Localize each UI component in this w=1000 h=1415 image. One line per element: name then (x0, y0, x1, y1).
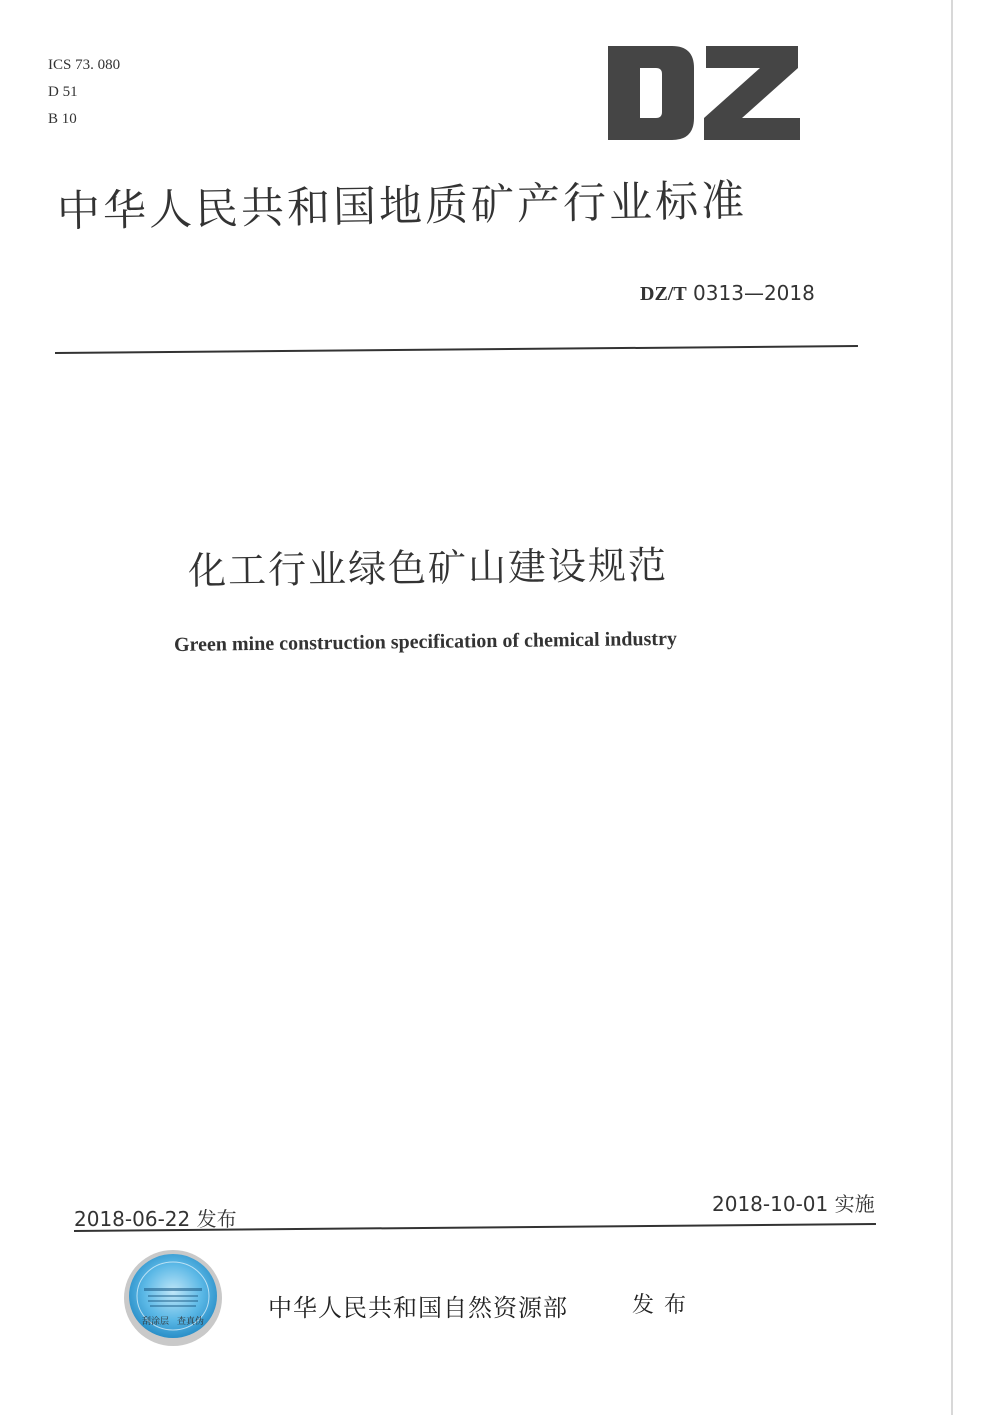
anti-counterfeit-seal (122, 1248, 224, 1348)
document-title-chinese: 化工行业绿色矿山建设规范 (187, 543, 669, 593)
dz-logo (606, 40, 802, 144)
page-edge (951, 0, 953, 1415)
issue-date: 2018-06-22 发布 (74, 1207, 237, 1231)
seal-labels (131, 1314, 215, 1327)
header-divider (55, 345, 858, 354)
standard-number-value: 0313—2018 (693, 281, 815, 305)
implementation-date: 2018-10-01 实施 (712, 1192, 875, 1216)
publish-label: 发布 (632, 1293, 697, 1318)
standard-number-prefix: DZ/T (640, 283, 687, 305)
document-title-english: Green mine construction specification of chemical industry (173, 627, 678, 656)
seal-label-left: 刮涂层 (141, 1317, 169, 1327)
ccs-code: D 51 (48, 84, 78, 100)
standard-category: 中华人民共和国地质矿产行业标准 (56, 176, 748, 237)
seal-label-right: 查真伪 (177, 1317, 205, 1327)
secondary-code: B 10 (48, 111, 77, 127)
standard-number (640, 281, 815, 306)
classification-codes (48, 52, 120, 133)
ics-code: ICS 73. 080 (48, 57, 121, 73)
issuing-authority: 中华人民共和国自然资源部 (268, 1294, 568, 1322)
